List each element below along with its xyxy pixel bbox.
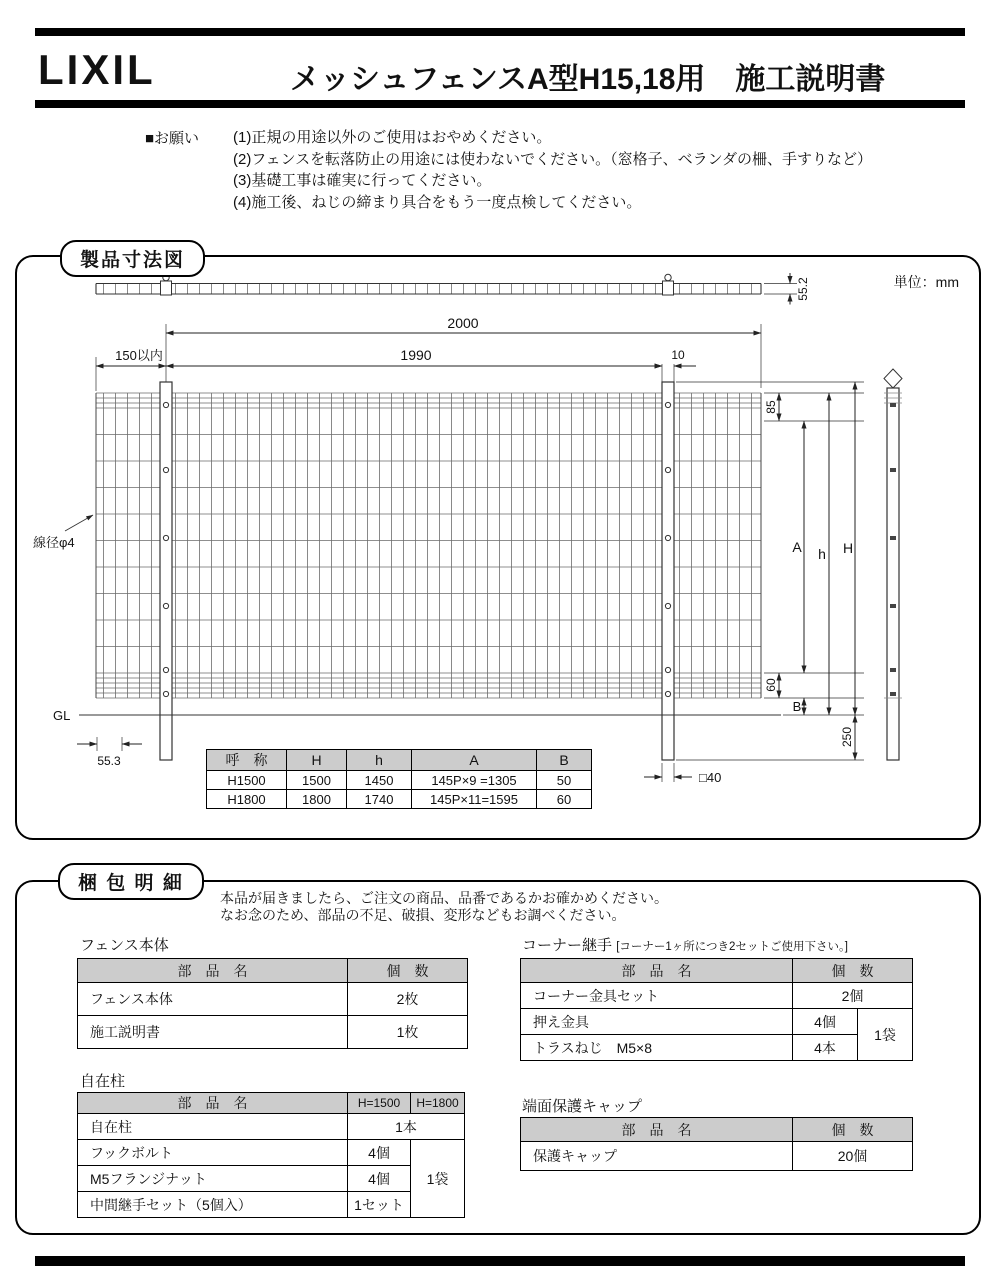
dim-label-B: B xyxy=(792,699,802,714)
packing-section xyxy=(15,880,981,1235)
table-header-row xyxy=(521,959,913,983)
notice-line-4: (4)施工後、ねじの締まり具合をもう一度点検してください。 xyxy=(233,193,642,211)
col-h1500: H=1500 xyxy=(348,1093,411,1114)
wire-dia-label: 線径φ4 xyxy=(33,535,75,550)
table-row xyxy=(78,1114,465,1140)
part-name: コーナー金具セット xyxy=(521,983,793,1009)
packing-notes xyxy=(220,890,668,924)
dim-label-60: 60 xyxy=(764,678,778,692)
dim-label-1990: 1990 xyxy=(400,347,432,363)
part-name: 自在柱 xyxy=(78,1114,348,1140)
packing-note-2: なお念のため、部品の不足、破損、変形などもお調べください。 xyxy=(220,907,626,923)
spec-cell: 1800 xyxy=(287,790,347,809)
dim-label-150: 150以内 xyxy=(115,348,163,363)
part-name: M5フランジナット xyxy=(78,1166,348,1192)
notice-line-2: (2)フェンスを転落防止の用途には使わないでください。（窓格子、ベランダの柵、手すりなど） xyxy=(233,150,873,168)
spec-cell: H1800 xyxy=(207,790,287,809)
corner-title-text: コーナー継手 xyxy=(522,937,613,954)
col-qty: 個 数 xyxy=(793,959,913,983)
dim-label-h: h xyxy=(818,546,826,562)
width-dimensions xyxy=(96,315,761,391)
table-row xyxy=(78,1192,465,1218)
bag-note: 1袋 xyxy=(858,1009,913,1061)
table-header-row xyxy=(521,1118,913,1142)
table-row xyxy=(521,1035,913,1061)
dim-label-2000: 2000 xyxy=(447,315,479,331)
bag-note: 1袋 xyxy=(411,1140,465,1218)
part-qty: 4個 xyxy=(348,1140,411,1166)
header-rule-top xyxy=(35,28,965,36)
spec-cell: 50 xyxy=(537,771,592,790)
bottom-offset-dim xyxy=(77,737,142,768)
part-qty: 1枚 xyxy=(348,1016,468,1049)
part-qty: 4個 xyxy=(348,1166,411,1192)
corner-table-title xyxy=(522,934,848,955)
col-part-name: 部 品 名 xyxy=(521,959,793,983)
dim-label-A: A xyxy=(792,539,802,555)
spec-cell: 1500 xyxy=(287,771,347,790)
col-part-name: 部 品 名 xyxy=(78,1093,348,1114)
col-h1800: H=1800 xyxy=(411,1093,465,1114)
notice-label: ■お願い xyxy=(145,130,200,147)
part-qty: 2枚 xyxy=(348,983,468,1016)
part-name: 保護キャップ xyxy=(521,1142,793,1171)
col-qty: 個 数 xyxy=(348,959,468,983)
part-qty: 4個 xyxy=(793,1009,858,1035)
post-side-view xyxy=(884,369,902,760)
table-row xyxy=(78,1016,468,1049)
spec-col-B: B xyxy=(537,750,592,771)
dim-label-40: □40 xyxy=(699,770,722,785)
header-rule-bottom xyxy=(35,100,965,108)
dim-label-250: 250 xyxy=(840,726,854,748)
end-cap-table xyxy=(520,1117,913,1171)
fence-front-view xyxy=(96,393,761,698)
table-row xyxy=(78,1140,465,1166)
spec-col-A: A xyxy=(412,750,537,771)
dim-label-10: 10 xyxy=(671,348,685,362)
col-part-name: 部 品 名 xyxy=(521,1118,793,1142)
page-title: メッシュフェンスA型H15,18用 施工説明書 xyxy=(290,63,886,96)
spec-cell: 145P×9 =1305 xyxy=(412,771,537,790)
spec-col-H: H xyxy=(287,750,347,771)
brand-logo: LIXIL xyxy=(38,46,156,93)
gl-label: GL xyxy=(53,708,71,723)
part-name: トラスねじ M5×8 xyxy=(521,1035,793,1061)
post-table-title: 自在柱 xyxy=(80,1073,126,1090)
fence-plan-view xyxy=(96,273,810,305)
wire-diameter-callout xyxy=(33,515,93,550)
spec-cell: 60 xyxy=(537,790,592,809)
dim-label-55-2: 55.2 xyxy=(796,277,810,301)
notice-list xyxy=(233,127,872,213)
dim-label-H: H xyxy=(842,540,854,556)
part-qty: 4本 xyxy=(793,1035,858,1061)
part-qty: 20個 xyxy=(793,1142,913,1171)
dimension-figure-section xyxy=(15,255,981,840)
part-name: 中間継手セット（5個入） xyxy=(78,1192,348,1218)
packing-note-1: 本品が届きましたら、ご注文の商品、品番であるかお確かめください。 xyxy=(220,890,668,906)
spec-col-name: 呼 称 xyxy=(207,750,287,771)
table-row xyxy=(78,983,468,1016)
table-row xyxy=(207,771,592,790)
free-post-table xyxy=(77,1092,465,1218)
table-header-row xyxy=(78,959,468,983)
part-qty: 1セット xyxy=(348,1192,411,1218)
post-size-dim xyxy=(644,763,721,785)
footer-rule xyxy=(35,1256,965,1266)
part-qty: 1本 xyxy=(348,1114,465,1140)
fence-dimension-drawing xyxy=(31,270,971,828)
dim-label-85: 85 xyxy=(764,400,778,414)
spec-col-h: h xyxy=(347,750,412,771)
table-row xyxy=(78,1166,465,1192)
fence-body-table xyxy=(77,958,468,1049)
corner-usage-note: [コーナー1ヶ所につき2セットご使用下さい。] xyxy=(616,941,848,953)
part-name: フェンス本体 xyxy=(78,983,348,1016)
table-row xyxy=(521,983,913,1009)
table-header-row xyxy=(207,750,592,771)
corner-joint-table xyxy=(520,958,913,1061)
dim-label-55-3: 55.3 xyxy=(97,754,121,768)
dimension-section-title: 製品寸法図 xyxy=(60,240,205,277)
col-part-name: 部 品 名 xyxy=(78,959,348,983)
unit-label: 単位：mm xyxy=(893,274,959,290)
packing-section-title: 梱 包 明 細 xyxy=(58,863,204,900)
spec-cell: 145P×11=1595 xyxy=(412,790,537,809)
table-row xyxy=(207,790,592,809)
fence-table-title: フェンス本体 xyxy=(80,937,169,954)
part-qty: 2個 xyxy=(793,983,913,1009)
spec-table xyxy=(206,749,592,809)
part-name: 施工説明書 xyxy=(78,1016,348,1049)
part-name: 押え金具 xyxy=(521,1009,793,1035)
table-header-row xyxy=(78,1093,465,1114)
part-name: フックボルト xyxy=(78,1140,348,1166)
cap-table-title: 端面保護キャップ xyxy=(522,1098,643,1115)
table-row xyxy=(521,1142,913,1171)
spec-cell: H1500 xyxy=(207,771,287,790)
col-qty: 個 数 xyxy=(793,1118,913,1142)
table-row xyxy=(521,1009,913,1035)
spec-cell: 1450 xyxy=(347,771,412,790)
spec-cell: 1740 xyxy=(347,790,412,809)
notice-line-1: (1)正規の用途以外のご使用はおやめください。 xyxy=(233,129,552,146)
notice-line-3: (3)基礎工事は確実に行ってください。 xyxy=(233,172,492,189)
